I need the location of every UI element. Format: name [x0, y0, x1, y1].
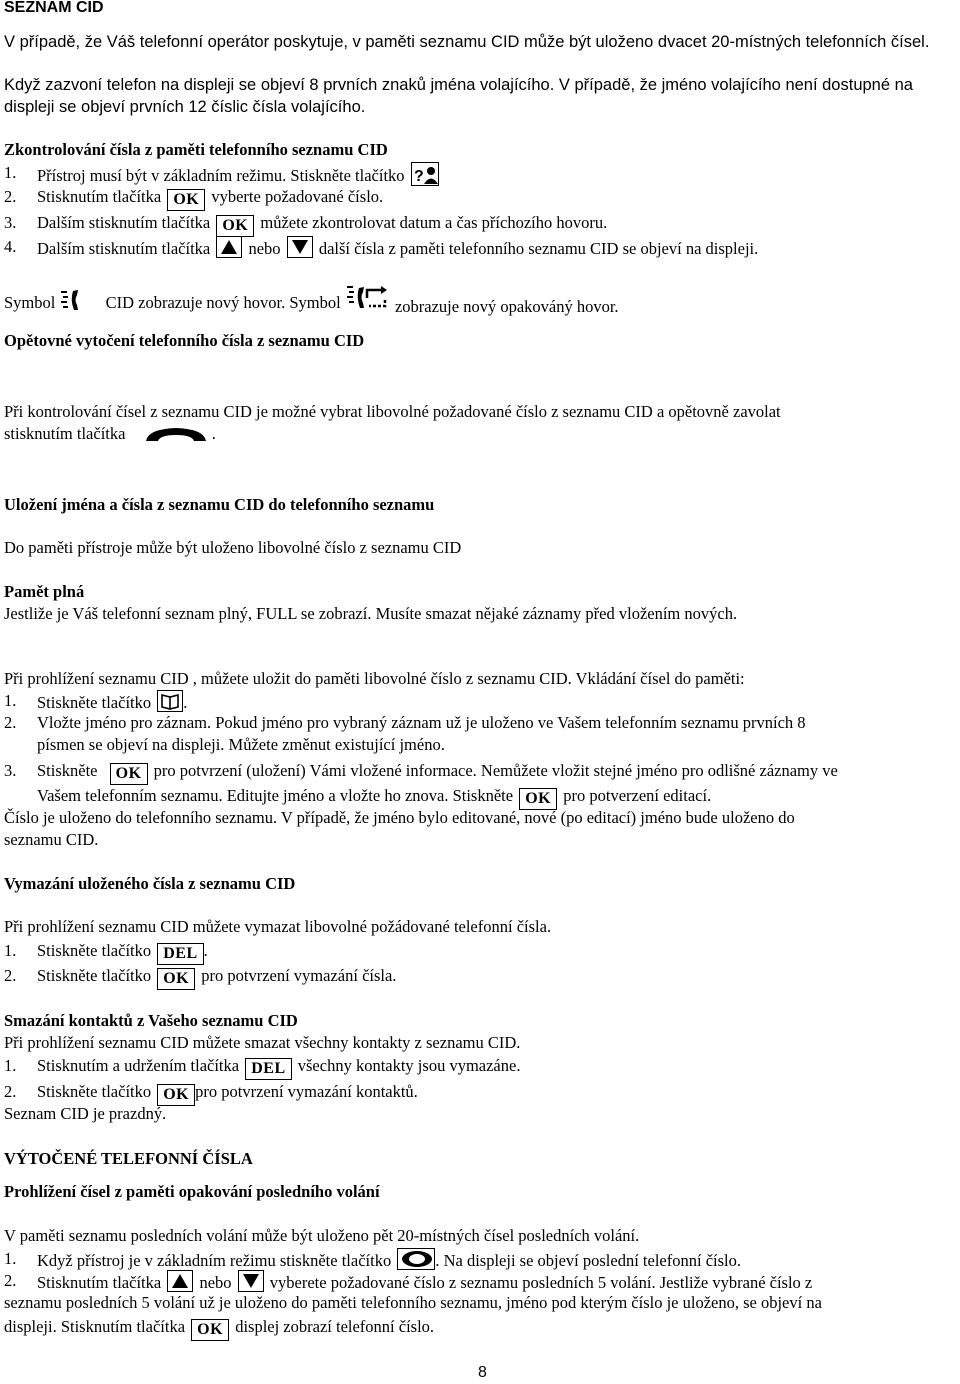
step-text: pro potvrzení vymazání kontaktů.: [195, 1082, 418, 1101]
caller-id-key-icon: [411, 162, 439, 186]
delete-step-1: [37, 940, 208, 965]
phonebook-key-icon: [157, 690, 183, 712]
heading-delete: Vymazání uloženého čísla z seznamu CID: [4, 874, 296, 893]
check-step-1: [37, 162, 441, 187]
step-text: pro potvrzení (uložení) Vámi vložené informace. Nemůžete vložit stejné jméno pro odlišné záznamy ve: [153, 761, 838, 780]
save-step-2b: písmen se objeví na displeji. Můžete změnut existující jméno.: [37, 735, 445, 754]
step-text: Stiskněte tlačítko: [37, 693, 152, 712]
save-paragraph: Do paměti přístroje může být uloženo libovolné číslo z seznamu CID: [4, 538, 462, 557]
step-text: Dalším stisknutím tlačítka: [37, 213, 211, 232]
step-text: všechny kontakty jsou vymazáne.: [297, 1056, 521, 1075]
step-number: 4.: [4, 237, 17, 256]
step-text: Vašem telefonním seznamu. Editujte jméno a vložte ho znova. Stiskněte: [37, 786, 514, 805]
step-number: 1.: [4, 941, 17, 960]
step-text: Stisknutím a udržením tlačítka: [37, 1056, 240, 1075]
ok-key: OK: [110, 763, 148, 785]
arrow-down-key-icon: [287, 236, 313, 258]
svg-text:?: ?: [413, 168, 424, 185]
repeat-call-symbol-icon: [345, 284, 391, 320]
step-text: Stisknutím tlačítka: [37, 1273, 162, 1292]
step-number: 3.: [4, 761, 17, 780]
intro-paragraph-2b: displeji se objeví prvních 12 číslic čísla volajícího.: [4, 98, 366, 116]
page-title: SEZNAM CID: [4, 0, 104, 16]
ok-key: OK: [216, 215, 254, 237]
intro-paragraph: V případě, že Váš telefonní operátor poskytuje, v paměti seznamu CID může být uloženo dvacet 20-místných telefonních čísel.: [4, 33, 930, 51]
last-step-2a: [37, 1270, 812, 1294]
save-step-3a: [37, 760, 838, 785]
heading-dialed: VÝTOČENÉ TELEFONNÍ ČÍSLA: [4, 1149, 253, 1168]
del-key: DEL: [245, 1058, 291, 1080]
step-text: Stiskněte: [37, 761, 98, 780]
check-step-3: [37, 212, 607, 237]
step-text: nebo: [248, 239, 281, 258]
heading-save: Uložení jména a čísla z seznamu CID do telefonního seznamu: [4, 495, 435, 514]
arrow-down-key-icon: [238, 1270, 264, 1292]
del-key: DEL: [157, 943, 203, 965]
ok-key: OK: [157, 1084, 195, 1106]
check-step-2: [37, 186, 383, 211]
delete-paragraph: Při prohlížení seznamu CID můžete vymazat libovolné požádované telefonní čísla.: [4, 917, 552, 936]
arrow-up-key-icon: [216, 236, 242, 258]
step-text: pro potvrzení vymazání čísla.: [201, 966, 397, 985]
step-text: můžete zkontrolovat datum a čas příchozího hovoru.: [260, 213, 608, 232]
browse-paragraph: Při prohlížení seznamu CID , můžete uložit do paměti libovolné číslo z seznamu CID. Vkládání čísel do paměti:: [4, 669, 745, 688]
step-text: displeji. Stisknutím tlačítka: [4, 1317, 186, 1336]
redial-paragraph-a: Při kontrolování čísel z seznamu CID je možné vybrat libovolné požadované číslo z seznamu CID a opětovně zavolat: [4, 402, 781, 421]
step-number: 1.: [4, 163, 17, 182]
step-text: vyberete požadované číslo z seznamu posledních 5 volání. Jestliže vybrané číslo z: [269, 1273, 813, 1292]
ok-key: OK: [157, 968, 195, 990]
step-text: vyberte požadované číslo.: [211, 187, 384, 206]
step-number: 1.: [4, 1249, 17, 1268]
save-step-2a: Vložte jméno pro záznam. Pokud jméno pro vybraný záznam už je uloženo ve Vašem telefonním seznamu prvních 8: [37, 713, 806, 732]
clear-step-1: [37, 1055, 520, 1080]
page-number: 8: [478, 1364, 487, 1381]
last-step-1: [37, 1248, 741, 1272]
last-step-2c: [4, 1316, 434, 1341]
step-number: 2.: [4, 966, 17, 985]
step-text: Když přístroj je v základním režimu stiskněte tlačítko: [37, 1251, 392, 1270]
step-text: nebo: [199, 1273, 232, 1292]
step-text: Stiskněte tlačítko: [37, 1082, 152, 1101]
new-call-symbol-icon: [59, 288, 95, 320]
clear-paragraph: Při prohlížení seznamu CID můžete smazat všechny kontakty z seznamu CID.: [4, 1033, 521, 1052]
saved-paragraph-a: Číslo je uloženo do telefonního seznamu. V případě, že jméno bylo editované, nové (po editací) jméno bude uloženo do: [4, 808, 795, 827]
step-number: 2.: [4, 1271, 17, 1290]
talk-handset-icon: [144, 425, 208, 449]
last-step-2b: seznamu posledních 5 volání už je uloženo do paměti telefonního seznamu, jméno pod kterým číslo je uloženo, se objeví na: [4, 1293, 822, 1312]
step-text: Stiskněte tlačítko: [37, 941, 152, 960]
step-text: další čísla z paměti telefonního seznamu CID se objeví na displeji.: [318, 239, 759, 258]
saved-paragraph-b: seznamu CID.: [4, 830, 99, 849]
symbol-text: zobrazuje nový opakováný hovor.: [394, 297, 619, 316]
redial-text: .: [211, 424, 216, 443]
step-number: 2.: [4, 1082, 17, 1101]
ok-key: OK: [167, 189, 205, 211]
step-number: 1.: [4, 1056, 17, 1075]
heading-last: Prohlížení čísel z paměti opakování posledního volání: [4, 1182, 380, 1201]
clear-done: Seznam CID je prazdný.: [4, 1104, 167, 1123]
symbol-text: CID zobrazuje nový hovor. Symbol: [105, 293, 341, 312]
last-paragraph: V paměti seznamu posledních volání může být uloženo pět 20-místných čísel posledních volání.: [4, 1226, 640, 1245]
step-text: displej zobrazí telefonní číslo.: [235, 1317, 435, 1336]
step-number: 2.: [4, 713, 17, 732]
ok-key: OK: [519, 788, 557, 810]
step-number: 3.: [4, 213, 17, 232]
arrow-up-key-icon: [167, 1270, 193, 1292]
redial-text: stisknutím tlačítka: [4, 424, 126, 443]
symbol-line: [4, 284, 619, 320]
ok-key: OK: [191, 1319, 229, 1341]
step-text: .: [203, 941, 208, 960]
step-text: Stisknutím tlačítka: [37, 187, 162, 206]
symbol-text: Symbol: [4, 293, 56, 312]
check-step-4: [37, 236, 758, 260]
step-text: Stiskněte tlačítko: [37, 966, 152, 985]
step-text: .: [183, 693, 188, 712]
step-number: 2.: [4, 187, 17, 206]
step-text: . Na displeji se objeví poslední telefonní číslo.: [435, 1251, 741, 1270]
step-text: pro potverzení editací.: [563, 786, 712, 805]
redial-key-icon: [397, 1248, 435, 1270]
step-text: Dalším stisknutím tlačítka: [37, 239, 211, 258]
full-paragraph: Jestliže je Váš telefonní seznam plný, FULL se zobrazí. Musíte smazat nějaké záznamy před vložením nových.: [4, 604, 738, 623]
redial-paragraph-b: [4, 423, 216, 449]
intro-paragraph-2a: Když zazvoní telefon na displeji se objeví 8 prvních znaků jména volajícího. V případě, že jméno volajícího není dostupné na: [4, 76, 913, 94]
heading-redial: Opětovné vytočení telefonního čísla z seznamu CID: [4, 331, 365, 350]
delete-step-2: [37, 965, 396, 990]
step-text: Přístroj musí být v základním režimu. Stiskněte tlačítko: [37, 166, 405, 185]
heading-full: Pamět plná: [4, 582, 85, 601]
save-step-1: [37, 690, 187, 714]
heading-check: Zkontrolování čísla z paměti telefonního seznamu CID: [4, 140, 388, 159]
heading-clear: Smazání kontaktů z Vašeho seznamu CID: [4, 1011, 298, 1030]
step-number: 1.: [4, 691, 17, 710]
